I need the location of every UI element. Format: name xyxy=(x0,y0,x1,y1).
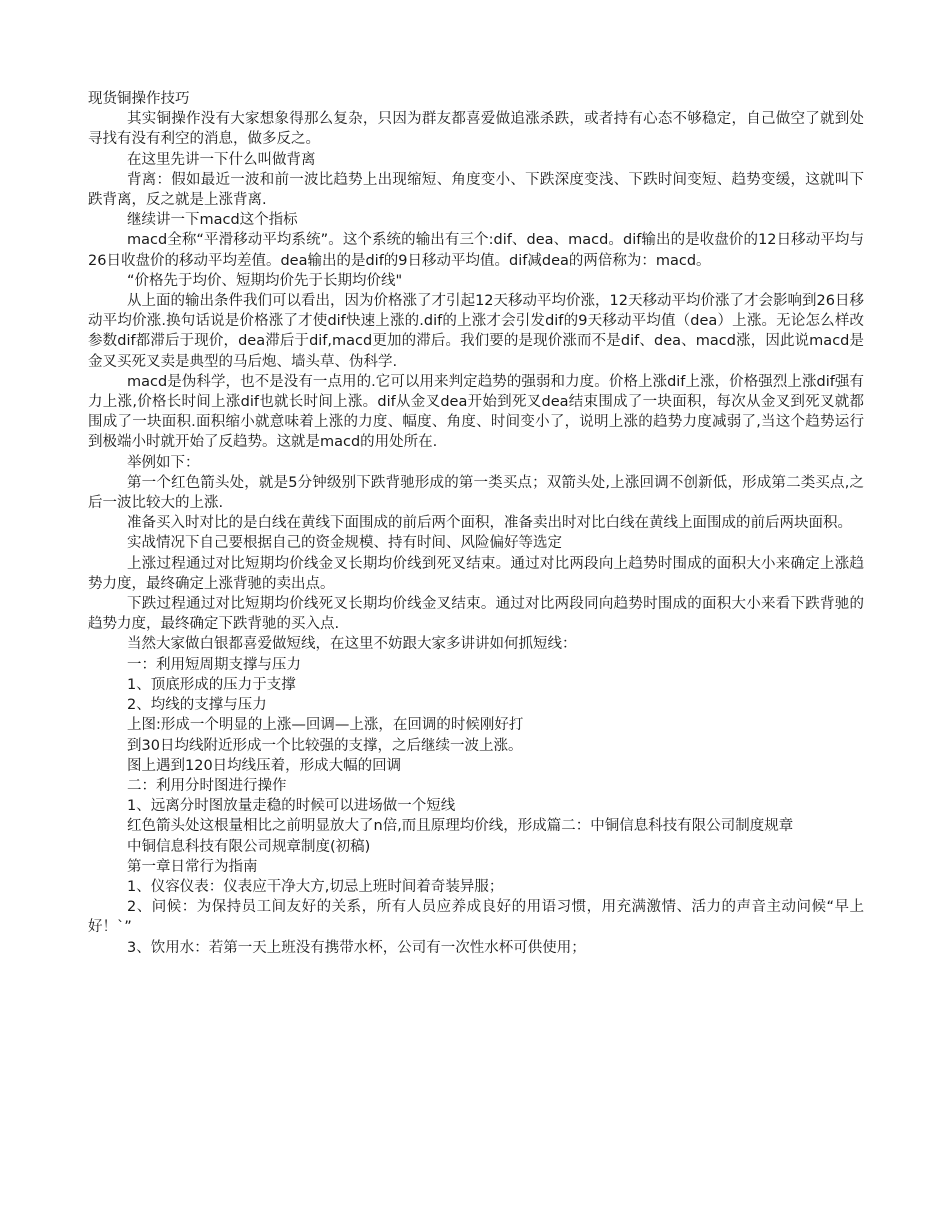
paragraph: 从上面的输出条件我们可以看出，因为价格涨了才引起12天移动平均价涨，12天移动平均价涨了才会影响到26日移动平均价涨.换句话说是价格涨了才使dif快速上涨的.dif的上涨才会引发dif的9天移动平均值（dea）上涨。无论怎么样改参数dif都滞后于现价，dea滞后于dif,macd更加的滞后。我们要的是现价涨而不是dif、dea、macd涨，因此说macd是金叉买死叉卖是典型的马后炮、墙头草、伪科学. xyxy=(88,293,864,370)
paragraph: macd全称“平滑移动平均系统”。这个系统的输出有三个:dif、dea、macd。dif输出的是收盘价的12日移动平均与26日收盘价的移动平均差值。dea输出的是dif的9日移动平均值。dif减dea的两倍称为：macd。 xyxy=(88,232,864,269)
paragraph: 继续讲一下macd这个指标 xyxy=(127,212,298,229)
paragraph: 2、均线的支撑与压力 xyxy=(127,697,267,714)
paragraph: 1、仪容仪表：仪表应干净大方,切忌上班时间着奇装异服； xyxy=(127,878,504,895)
paragraph: 第一个红色箭头处，就是5分钟级别下跌背驰形成的第一类买点；双箭头处,上涨回调不创新低，形成第二类买点,之后一波比较大的上涨. xyxy=(88,474,864,512)
paragraph: 1、顶底形成的压力于支撑 xyxy=(127,676,296,693)
paragraph: 3、饮用水：若第一天上班没有携带水杯，公司有一次性水杯可供使用； xyxy=(127,939,586,956)
paragraph: 中铜信息科技有限公司规章制度(初稿) xyxy=(127,838,371,855)
document-body xyxy=(88,109,864,958)
document-page xyxy=(88,89,864,958)
paragraph: 红色箭头处这根量相比之前明显放大了n倍,而且原理均价线，形成篇二：中铜信息科技有限公司制度规章 xyxy=(127,818,794,835)
paragraph: 二：利用分时图进行操作 xyxy=(127,777,287,794)
paragraph: 图上遇到120日均线压着，形成大幅的回调 xyxy=(127,757,402,774)
paragraph: 在这里先讲一下什么叫做背离 xyxy=(127,151,316,168)
paragraph: 背离：假如最近一波和前一波比趋势上出现缩短、角度变小、下跌深度变浅、下跌时间变短、趋势变缓，这就叫下跌背离，反之就是上涨背离. xyxy=(88,171,864,209)
paragraph: 上涨过程通过对比短期均价线金叉长期均价线到死叉结束。通过对比两段向上趋势时围成的面积大小来确定上涨趋势力度，最终确定上涨背驰的卖出点。 xyxy=(88,555,864,592)
paragraph: 准备买入时对比的是白线在黄线下面围成的前后两个面积，准备卖出时对比白线在黄线上面围成的前后两块面积。 xyxy=(127,515,852,532)
paragraph: 到30日均线附近形成一个比较强的支撑，之后继续一波上涨。 xyxy=(127,737,523,754)
paragraph: 上图:形成一个明显的上涨—回调—上涨，在回调的时候刚好打 xyxy=(127,717,524,734)
document-title: 现货铜操作技巧 xyxy=(88,91,190,107)
paragraph: 当然大家做白银都喜爱做短线，在这里不妨跟大家多讲讲如何抓短线： xyxy=(127,636,577,653)
paragraph: “价格先于均价、短期均价先于长期均价线" xyxy=(127,272,403,289)
paragraph: 下跌过程通过对比短期均价线死叉长期均价线金叉结束。通过对比两段同向趋势时围成的面积大小来看下跌背驰的趋势力度，最终确定下跌背驰的买入点. xyxy=(88,596,864,633)
paragraph: 一：利用短周期支撑与压力 xyxy=(127,656,301,673)
paragraph: 第一章日常行为指南 xyxy=(127,858,258,875)
paragraph: 2、问候：为保持员工间友好的关系，所有人员应养成良好的用语习惯，用充满激情、活力的声音主动问候“早上好！`” xyxy=(88,899,864,936)
paragraph: 实战情况下自己要根据自己的资金规模、持有时间、风险偏好等选定 xyxy=(127,535,562,552)
paragraph: 其实铜操作没有大家想象得那么复杂，只因为群友都喜爱做追涨杀跌，或者持有心态不够稳定，自己做空了就到处寻找有没有利空的消息，做多反之。 xyxy=(88,111,864,148)
paragraph: macd是伪科学，也不是没有一点用的.它可以用来判定趋势的强弱和力度。价格上涨dif上涨，价格强烈上涨dif强有力上涨,价格长时间上涨dif也就长时间上涨。dif从金叉dea开始到死叉dea结束围成了一块面积，每次从金叉到死叉就都围成了一块面积.面积缩小就意味着上涨的力度、幅度、角度、时间变小了，说明上涨的趋势力度减弱了,当这个趋势运行到极端小时就开始了反趋势。这就是macd的用处所在. xyxy=(88,373,864,451)
paragraph: 举例如下： xyxy=(127,454,200,471)
paragraph: 1、远离分时图放量走稳的时候可以进场做一个短线 xyxy=(127,798,456,815)
